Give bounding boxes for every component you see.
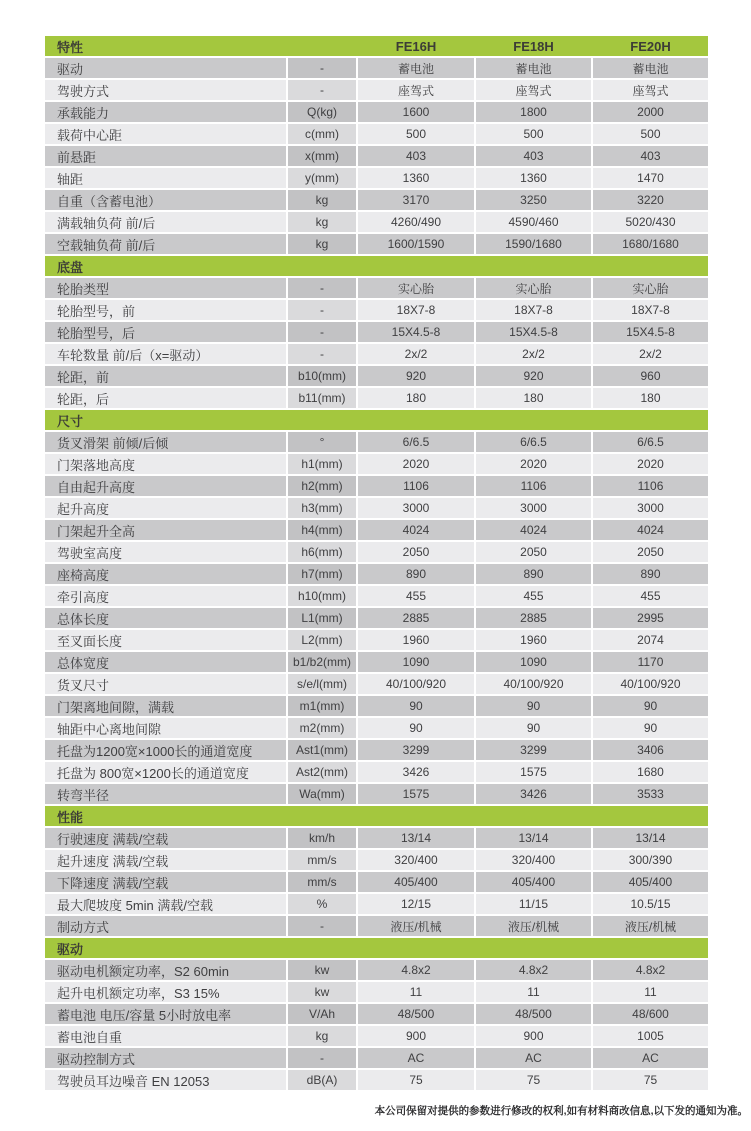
row-value-fe20h: AC: [593, 1048, 708, 1068]
row-value-fe20h: 3220: [593, 190, 708, 210]
section-header: 性能: [45, 806, 708, 826]
row-unit: L2(mm): [288, 630, 356, 650]
table-row: [45, 542, 708, 562]
row-label: 空载轴负荷 前/后: [45, 234, 286, 254]
row-label: 蓄电池自重: [45, 1026, 286, 1046]
table-row: [45, 300, 708, 320]
row-unit: b10(mm): [288, 366, 356, 386]
row-value-fe16h: 90: [358, 696, 474, 716]
row-value-fe16h: 3299: [358, 740, 474, 760]
row-value-fe16h: 3000: [358, 498, 474, 518]
row-value-fe20h: 实心胎: [593, 278, 708, 298]
row-value-fe20h: 4.8x2: [593, 960, 708, 980]
row-value-fe16h: 3426: [358, 762, 474, 782]
table-row: [45, 322, 708, 342]
row-value-fe20h: 1106: [593, 476, 708, 496]
table-row: [45, 740, 708, 760]
row-value-fe20h: 48/600: [593, 1004, 708, 1024]
row-value-fe16h: 90: [358, 718, 474, 738]
row-value-fe18h: 180: [476, 388, 591, 408]
table-row: [45, 190, 708, 210]
row-unit: -: [288, 300, 356, 320]
row-unit: h3(mm): [288, 498, 356, 518]
row-value-fe16h: 18X7-8: [358, 300, 474, 320]
row-label: 最大爬坡度 5min 满载/空载: [45, 894, 286, 914]
row-label: 承载能力: [45, 102, 286, 122]
table-row: [45, 696, 708, 716]
row-label: 座椅高度: [45, 564, 286, 584]
table-header-row: [45, 36, 708, 56]
row-value-fe16h: 3170: [358, 190, 474, 210]
row-label: 自重（含蓄电池）: [45, 190, 286, 210]
row-unit: h2(mm): [288, 476, 356, 496]
table-row: [45, 850, 708, 870]
row-value-fe18h: 1590/1680: [476, 234, 591, 254]
row-value-fe20h: 75: [593, 1070, 708, 1090]
row-unit: -: [288, 344, 356, 364]
row-label: 蓄电池 电压/容量 5小时放电率: [45, 1004, 286, 1024]
row-value-fe20h: 40/100/920: [593, 674, 708, 694]
row-label: 驱动控制方式: [45, 1048, 286, 1068]
row-value-fe16h: 实心胎: [358, 278, 474, 298]
row-value-fe16h: 13/14: [358, 828, 474, 848]
row-label: 总体长度: [45, 608, 286, 628]
row-value-fe18h: 4590/460: [476, 212, 591, 232]
row-value-fe18h: 2x/2: [476, 344, 591, 364]
row-value-fe20h: 10.5/15: [593, 894, 708, 914]
row-value-fe20h: 2020: [593, 454, 708, 474]
row-value-fe20h: 403: [593, 146, 708, 166]
row-label: 牵引高度: [45, 586, 286, 606]
row-unit: Ast1(mm): [288, 740, 356, 760]
row-unit: -: [288, 58, 356, 78]
table-row: [45, 828, 708, 848]
row-value-fe18h: 920: [476, 366, 591, 386]
row-label: 行驶速度 满载/空载: [45, 828, 286, 848]
row-label: 起升电机额定功率，S3 15%: [45, 982, 286, 1002]
row-value-fe18h: 90: [476, 696, 591, 716]
row-value-fe16h: 403: [358, 146, 474, 166]
row-value-fe18h: 500: [476, 124, 591, 144]
row-unit: -: [288, 80, 356, 100]
row-label: 车轮数量 前/后（x=驱动）: [45, 344, 286, 364]
row-unit: h1(mm): [288, 454, 356, 474]
row-value-fe20h: 1170: [593, 652, 708, 672]
table-row: [45, 80, 708, 100]
table-row: [45, 674, 708, 694]
row-value-fe20h: 455: [593, 586, 708, 606]
row-value-fe16h: 蓄电池: [358, 58, 474, 78]
row-label: 门架落地高度: [45, 454, 286, 474]
row-value-fe18h: 3250: [476, 190, 591, 210]
row-value-fe16h: 座驾式: [358, 80, 474, 100]
row-value-fe18h: 液压/机械: [476, 916, 591, 936]
row-unit: Wa(mm): [288, 784, 356, 804]
row-label: 制动方式: [45, 916, 286, 936]
table-row: [45, 432, 708, 452]
row-value-fe18h: 11/15: [476, 894, 591, 914]
unit-header-cell: [288, 36, 356, 56]
table-row: [45, 520, 708, 540]
row-unit: Ast2(mm): [288, 762, 356, 782]
row-value-fe18h: 实心胎: [476, 278, 591, 298]
row-unit: kw: [288, 960, 356, 980]
row-value-fe18h: AC: [476, 1048, 591, 1068]
row-unit: kg: [288, 234, 356, 254]
row-label: 自由起升高度: [45, 476, 286, 496]
row-value-fe18h: 6/6.5: [476, 432, 591, 452]
row-label: 下降速度 满载/空载: [45, 872, 286, 892]
row-unit: V/Ah: [288, 1004, 356, 1024]
row-unit: °: [288, 432, 356, 452]
row-value-fe18h: 座驾式: [476, 80, 591, 100]
row-value-fe20h: 3406: [593, 740, 708, 760]
row-unit: mm/s: [288, 850, 356, 870]
model-header-fe20h: FE20H: [630, 38, 671, 54]
table-row: [45, 586, 708, 606]
row-value-fe18h: 320/400: [476, 850, 591, 870]
row-value-fe20h: 2995: [593, 608, 708, 628]
row-unit: m1(mm): [288, 696, 356, 716]
row-unit: b11(mm): [288, 388, 356, 408]
row-label: 轴距中心离地间隙: [45, 718, 286, 738]
row-value-fe16h: 2x/2: [358, 344, 474, 364]
footer-disclaimer: 本公司保留对提供的参数进行修改的权利,如有材料商改信息,以下发的通知为准。: [374, 1105, 748, 1117]
row-value-fe20h: 3533: [593, 784, 708, 804]
table-row: [45, 278, 708, 298]
row-label: 货叉尺寸: [45, 674, 286, 694]
row-unit: h4(mm): [288, 520, 356, 540]
row-value-fe16h: 180: [358, 388, 474, 408]
section-header: 底盘: [45, 256, 708, 276]
row-unit: c(mm): [288, 124, 356, 144]
section-header: 尺寸: [45, 410, 708, 430]
row-unit: -: [288, 1048, 356, 1068]
table-row: [45, 718, 708, 738]
row-label: 轮距，后: [45, 388, 286, 408]
row-unit: kg: [288, 1026, 356, 1046]
table-row: [45, 476, 708, 496]
row-label: 轮胎型号，后: [45, 322, 286, 342]
table-row: [45, 1048, 708, 1068]
table-row: [45, 894, 708, 914]
row-value-fe18h: 2020: [476, 454, 591, 474]
table-row: [45, 168, 708, 188]
table-row: [45, 916, 708, 936]
row-value-fe16h: AC: [358, 1048, 474, 1068]
row-value-fe18h: 1800: [476, 102, 591, 122]
row-value-fe20h: 2000: [593, 102, 708, 122]
row-unit: y(mm): [288, 168, 356, 188]
row-value-fe18h: 403: [476, 146, 591, 166]
row-label: 驾驶室高度: [45, 542, 286, 562]
row-unit: -: [288, 322, 356, 342]
row-value-fe16h: 320/400: [358, 850, 474, 870]
table-row: [45, 982, 708, 1002]
row-label: 至叉面长度: [45, 630, 286, 650]
row-value-fe18h: 1106: [476, 476, 591, 496]
table-row: [45, 630, 708, 650]
row-value-fe18h: 2885: [476, 608, 591, 628]
row-label: 起升速度 满载/空载: [45, 850, 286, 870]
row-unit: b1/b2(mm): [288, 652, 356, 672]
row-value-fe16h: 48/500: [358, 1004, 474, 1024]
table-row: [45, 784, 708, 804]
row-value-fe16h: 900: [358, 1026, 474, 1046]
row-unit: dB(A): [288, 1070, 356, 1090]
row-label: 驱动: [45, 58, 286, 78]
table-row: [45, 366, 708, 386]
row-value-fe20h: 1680/1680: [593, 234, 708, 254]
row-label: 转弯半径: [45, 784, 286, 804]
row-value-fe18h: 405/400: [476, 872, 591, 892]
row-value-fe20h: 座驾式: [593, 80, 708, 100]
row-value-fe20h: 1005: [593, 1026, 708, 1046]
table-row: [45, 564, 708, 584]
table-row: [45, 872, 708, 892]
row-value-fe16h: 12/15: [358, 894, 474, 914]
row-unit: m2(mm): [288, 718, 356, 738]
row-value-fe20h: 4024: [593, 520, 708, 540]
row-value-fe18h: 890: [476, 564, 591, 584]
row-value-fe20h: 405/400: [593, 872, 708, 892]
row-value-fe20h: 蓄电池: [593, 58, 708, 78]
row-unit: L1(mm): [288, 608, 356, 628]
row-value-fe18h: 900: [476, 1026, 591, 1046]
table-row: [45, 498, 708, 518]
row-value-fe18h: 1960: [476, 630, 591, 650]
row-label: 门架离地间隙，满载: [45, 696, 286, 716]
row-label: 驾驶方式: [45, 80, 286, 100]
row-unit: kg: [288, 190, 356, 210]
row-value-fe20h: 300/390: [593, 850, 708, 870]
table-row: [45, 762, 708, 782]
row-unit: s/e/l(mm): [288, 674, 356, 694]
row-value-fe18h: 75: [476, 1070, 591, 1090]
row-value-fe16h: 11: [358, 982, 474, 1002]
table-row: [45, 344, 708, 364]
row-label: 托盘为1200宽×1000长的通道宽度: [45, 740, 286, 760]
row-value-fe20h: 90: [593, 696, 708, 716]
row-value-fe18h: 3299: [476, 740, 591, 760]
row-value-fe18h: 1360: [476, 168, 591, 188]
row-value-fe18h: 13/14: [476, 828, 591, 848]
row-label: 轴距: [45, 168, 286, 188]
row-label: 轮距，前: [45, 366, 286, 386]
row-value-fe16h: 2885: [358, 608, 474, 628]
row-value-fe20h: 180: [593, 388, 708, 408]
row-value-fe16h: 500: [358, 124, 474, 144]
row-value-fe18h: 455: [476, 586, 591, 606]
row-label: 门架起升全高: [45, 520, 286, 540]
row-value-fe16h: 4260/490: [358, 212, 474, 232]
row-label: 起升高度: [45, 498, 286, 518]
row-value-fe16h: 1600: [358, 102, 474, 122]
row-value-fe20h: 960: [593, 366, 708, 386]
row-value-fe18h: 18X7-8: [476, 300, 591, 320]
row-value-fe18h: 11: [476, 982, 591, 1002]
table-row: [45, 1070, 708, 1090]
row-unit: -: [288, 278, 356, 298]
feature-header-label: 特性: [57, 39, 84, 55]
model-header-fe18h: FE18H: [513, 38, 554, 54]
table-row: [45, 454, 708, 474]
row-value-fe20h: 15X4.5-8: [593, 322, 708, 342]
row-value-fe20h: 5020/430: [593, 212, 708, 232]
row-unit: h6(mm): [288, 542, 356, 562]
row-value-fe20h: 11: [593, 982, 708, 1002]
row-unit: h10(mm): [288, 586, 356, 606]
row-value-fe18h: 蓄电池: [476, 58, 591, 78]
row-label: 轮胎型号，前: [45, 300, 286, 320]
row-unit: kg: [288, 212, 356, 232]
row-value-fe18h: 4.8x2: [476, 960, 591, 980]
row-value-fe18h: 3000: [476, 498, 591, 518]
table-row: [45, 58, 708, 78]
row-value-fe20h: 3000: [593, 498, 708, 518]
row-unit: mm/s: [288, 872, 356, 892]
row-value-fe16h: 1090: [358, 652, 474, 672]
table-row: [45, 652, 708, 672]
row-label: 驱动电机额定功率，S2 60min: [45, 960, 286, 980]
row-value-fe16h: 1600/1590: [358, 234, 474, 254]
table-row: [45, 608, 708, 628]
row-label: 载荷中心距: [45, 124, 286, 144]
row-value-fe16h: 1575: [358, 784, 474, 804]
row-label: 满载轴负荷 前/后: [45, 212, 286, 232]
row-value-fe20h: 90: [593, 718, 708, 738]
row-value-fe16h: 2020: [358, 454, 474, 474]
row-unit: Q(kg): [288, 102, 356, 122]
row-label: 货叉滑架 前倾/后倾: [45, 432, 286, 452]
row-value-fe16h: 1960: [358, 630, 474, 650]
row-value-fe18h: 1090: [476, 652, 591, 672]
row-value-fe20h: 500: [593, 124, 708, 144]
row-label: 驾驶员耳边噪音 EN 12053: [45, 1070, 286, 1090]
row-value-fe20h: 2050: [593, 542, 708, 562]
row-value-fe16h: 液压/机械: [358, 916, 474, 936]
row-value-fe16h: 75: [358, 1070, 474, 1090]
row-value-fe20h: 液压/机械: [593, 916, 708, 936]
row-value-fe16h: 890: [358, 564, 474, 584]
row-value-fe20h: 1680: [593, 762, 708, 782]
table-body: [45, 58, 708, 1090]
row-value-fe18h: 40/100/920: [476, 674, 591, 694]
row-value-fe18h: 1575: [476, 762, 591, 782]
row-value-fe16h: 1360: [358, 168, 474, 188]
row-value-fe18h: 4024: [476, 520, 591, 540]
row-label: 总体宽度: [45, 652, 286, 672]
row-value-fe18h: 48/500: [476, 1004, 591, 1024]
row-value-fe20h: 18X7-8: [593, 300, 708, 320]
row-label: 轮胎类型: [45, 278, 286, 298]
row-unit: kw: [288, 982, 356, 1002]
row-value-fe16h: 40/100/920: [358, 674, 474, 694]
table-row: [45, 388, 708, 408]
row-value-fe16h: 6/6.5: [358, 432, 474, 452]
row-value-fe20h: 2074: [593, 630, 708, 650]
row-value-fe20h: 1470: [593, 168, 708, 188]
row-unit: km/h: [288, 828, 356, 848]
spec-table: [45, 36, 708, 1092]
row-value-fe20h: 890: [593, 564, 708, 584]
table-row: [45, 960, 708, 980]
row-value-fe18h: 3426: [476, 784, 591, 804]
table-row: [45, 1026, 708, 1046]
row-label: 前悬距: [45, 146, 286, 166]
row-unit: -: [288, 916, 356, 936]
model-header-fe16h: FE16H: [395, 38, 437, 54]
row-value-fe16h: 405/400: [358, 872, 474, 892]
row-unit: h7(mm): [288, 564, 356, 584]
row-value-fe18h: 90: [476, 718, 591, 738]
table-row: [45, 146, 708, 166]
row-value-fe16h: 15X4.5-8: [358, 322, 474, 342]
table-row: [45, 102, 708, 122]
row-value-fe16h: 1106: [358, 476, 474, 496]
table-row: [45, 234, 708, 254]
row-value-fe16h: 920: [358, 366, 474, 386]
table-row: [45, 124, 708, 144]
table-row: [45, 1004, 708, 1024]
row-unit: %: [288, 894, 356, 914]
row-value-fe16h: 4024: [358, 520, 474, 540]
row-value-fe20h: 6/6.5: [593, 432, 708, 452]
row-value-fe18h: 15X4.5-8: [476, 322, 591, 342]
section-header: 驱动: [45, 938, 708, 958]
row-value-fe16h: 455: [358, 586, 474, 606]
row-value-fe16h: 2050: [358, 542, 474, 562]
row-value-fe16h: 4.8x2: [358, 960, 474, 980]
table-row: [45, 212, 708, 232]
row-value-fe18h: 2050: [476, 542, 591, 562]
row-unit: x(mm): [288, 146, 356, 166]
row-value-fe20h: 2x/2: [593, 344, 708, 364]
row-label: 托盘为 800宽×1200长的通道宽度: [45, 762, 286, 782]
row-value-fe20h: 13/14: [593, 828, 708, 848]
